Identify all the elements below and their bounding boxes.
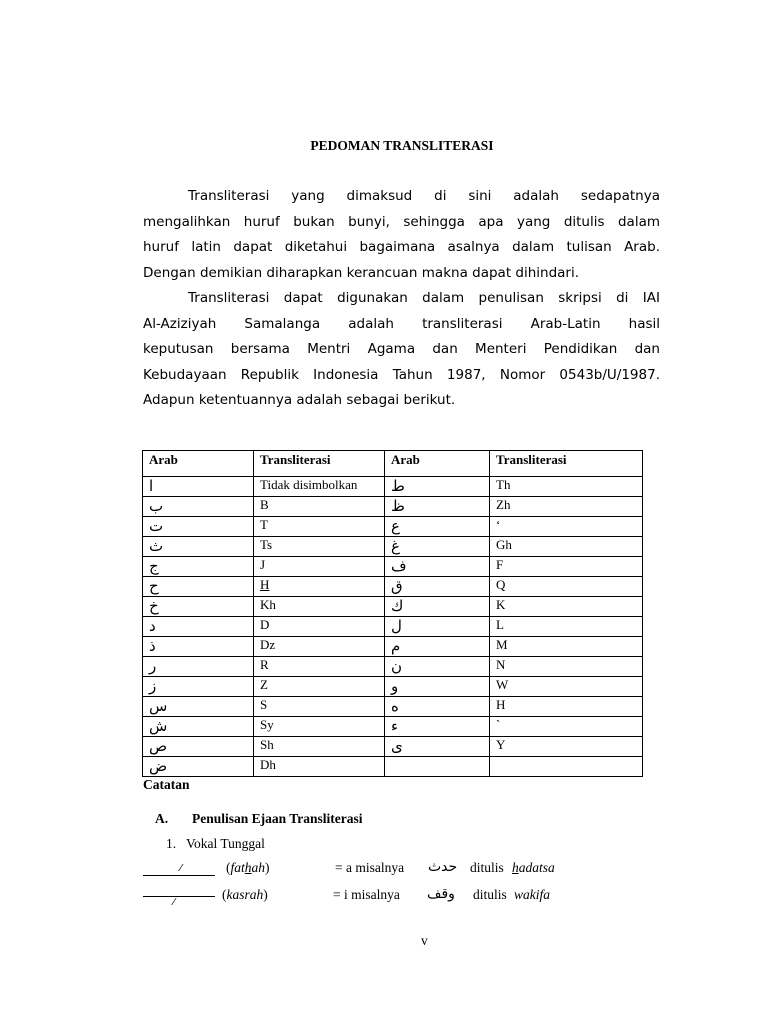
transliterasi-right	[490, 597, 643, 617]
arab-letter-left-text: ح	[149, 577, 159, 595]
arab-letter-right	[385, 597, 490, 617]
transliterasi-right	[490, 657, 643, 677]
transliterasi-right-text: Th	[496, 477, 511, 492]
transliterasi-right	[490, 557, 643, 577]
table-row	[143, 737, 643, 757]
paragraph-2-line-3: keputusan bersama Mentri Agama dan Menteri Pendidikan dan	[143, 341, 660, 357]
paragraph-2-line-1: Transliterasi dapat digunakan dalam penulisan skripsi di IAI	[188, 290, 660, 306]
arab-letter-right	[385, 717, 490, 737]
kasrah-mark: ⁄	[173, 897, 175, 908]
transliterasi-left-text: Kh	[260, 597, 276, 612]
arab-letter-left	[143, 597, 254, 617]
arab-letter-right	[385, 517, 490, 537]
transliterasi-right-text: N	[496, 657, 506, 672]
header-transliterasi-2: Transliterasi	[490, 451, 643, 477]
arab-letter-left	[143, 657, 254, 677]
transliterasi-left	[254, 657, 385, 677]
table-row	[143, 597, 643, 617]
arab-letter-left-text: ز	[149, 677, 157, 695]
transliterasi-right	[490, 757, 643, 777]
arab-letter-right	[385, 497, 490, 517]
kasrah-label: (kasrah)	[222, 887, 268, 902]
transliterasi-right	[490, 577, 643, 597]
transliterasi-left	[254, 517, 385, 537]
arab-letter-left-text: ت	[149, 517, 164, 535]
transliterasi-left-text: Ts	[260, 537, 273, 552]
table-row	[143, 617, 643, 637]
table-row	[143, 517, 643, 537]
transliterasi-left	[254, 617, 385, 637]
kasrah-arabic-example: وقف	[427, 886, 455, 902]
transliterasi-left	[254, 557, 385, 577]
arab-letter-left-text: ر	[149, 657, 157, 675]
table-row	[143, 657, 643, 677]
arab-letter-right	[385, 637, 490, 657]
arab-letter-right-text: غ	[391, 537, 400, 555]
transliteration-table	[142, 450, 643, 777]
fathah-arabic-example: حدث	[428, 859, 458, 875]
transliterasi-left-text: D	[260, 617, 270, 632]
transliterasi-right-text: K	[496, 597, 506, 612]
table-row	[143, 577, 643, 597]
arab-letter-left-text: ذ	[149, 637, 156, 655]
section-a-title: Penulisan Ejaan Transliterasi	[192, 811, 363, 826]
transliterasi-left-text: Sy	[260, 717, 274, 732]
transliterasi-left-text: R	[260, 657, 269, 672]
notes-heading: Catatan	[143, 777, 190, 792]
arab-letter-left	[143, 697, 254, 717]
paragraph-2-line-2: Al-Aziziyah Samalanga adalah transliterasi Arab-Latin hasil	[143, 315, 660, 332]
arab-letter-right-text: و	[391, 677, 399, 695]
arab-letter-left-text: ج	[149, 557, 159, 575]
arab-letter-left-text: ب	[149, 497, 164, 515]
paragraph-1-line-2: mengalihkan huruf bukan bunyi, sehingga apa yang ditulis dalam	[143, 213, 660, 230]
arab-letter-right-text: ف	[391, 557, 407, 575]
arab-letter-right-text: ه	[391, 697, 399, 715]
arab-letter-left	[143, 717, 254, 737]
arab-letter-left	[143, 757, 254, 777]
table-row	[143, 677, 643, 697]
transliterasi-left	[254, 737, 385, 757]
arab-letter-right-text: ى	[391, 737, 403, 755]
transliterasi-left	[254, 677, 385, 697]
transliterasi-right-text: F	[496, 557, 504, 572]
transliterasi-right	[490, 717, 643, 737]
arab-letter-left	[143, 497, 254, 517]
arab-letter-right	[385, 677, 490, 697]
transliterasi-left-text: Sh	[260, 737, 274, 752]
table-row	[143, 557, 643, 577]
arab-letter-left	[143, 477, 254, 497]
transliterasi-left	[254, 597, 385, 617]
fathah-equals: = a misalnya	[335, 860, 405, 875]
transliterasi-right	[490, 617, 643, 637]
paragraph-1	[143, 184, 660, 286]
transliterasi-right	[490, 477, 643, 497]
page-number: v	[421, 933, 428, 948]
arab-letter-right	[385, 577, 490, 597]
arab-letter-left-text: ص	[149, 737, 168, 755]
arab-letter-left-text: س	[149, 697, 168, 715]
arab-letter-right-text: ق	[391, 577, 403, 595]
arab-letter-right-text: ك	[391, 597, 404, 615]
arab-letter-right	[385, 617, 490, 637]
transliterasi-right	[490, 537, 643, 557]
arab-letter-right	[385, 537, 490, 557]
transliterasi-right-text: `	[496, 717, 501, 732]
fathah-latin: hadatsa	[512, 860, 555, 875]
arab-letter-right	[385, 657, 490, 677]
page-title: PEDOMAN TRANSLITERASI	[310, 138, 494, 153]
arab-letter-left-text: خ	[149, 597, 159, 615]
item-vokal-tunggal: 1. Vokal Tunggal	[166, 836, 265, 851]
fathah-label: (fathah)	[226, 860, 270, 875]
paragraph-1-line-4: Dengan demikian diharapkan kerancuan makna dapat dihindari.	[143, 264, 580, 281]
transliterasi-right-text: H	[496, 697, 506, 712]
transliterasi-left-text: Tidak disimbolkan	[260, 477, 358, 492]
table-row	[143, 757, 643, 777]
arab-letter-right-text: ع	[391, 517, 400, 535]
kasrah-equals: = i misalnya	[333, 887, 400, 902]
arab-letter-right-text: ل	[391, 617, 402, 635]
transliterasi-left-text: Dz	[260, 637, 276, 652]
arab-letter-left-text: د	[149, 617, 156, 635]
transliterasi-right-text: Q	[496, 577, 506, 592]
arab-letter-left-text: ث	[149, 537, 164, 555]
transliterasi-left-text: B	[260, 497, 269, 512]
header-transliterasi-1: Transliterasi	[254, 451, 385, 477]
arab-letter-left	[143, 577, 254, 597]
transliterasi-right-text: Zh	[496, 497, 511, 512]
arab-letter-right	[385, 557, 490, 577]
transliterasi-left	[254, 637, 385, 657]
table-row	[143, 497, 643, 517]
fathah-mark: ⁄	[180, 863, 182, 874]
section-a-marker: A.	[155, 811, 169, 826]
kasrah-latin: wakifa	[514, 887, 550, 902]
arab-letter-right	[385, 757, 490, 777]
header-arab-1: Arab	[143, 451, 254, 477]
arab-letter-left	[143, 537, 254, 557]
transliterasi-right-text: M	[496, 637, 508, 652]
arab-letter-right	[385, 737, 490, 757]
table-row	[143, 477, 643, 497]
transliterasi-right	[490, 497, 643, 517]
paragraph-1-line-3: huruf latin dapat diketahui bagaimana asalnya dalam tulisan Arab.	[143, 239, 660, 255]
transliterasi-left-text: S	[260, 697, 268, 712]
arab-letter-left	[143, 617, 254, 637]
arab-letter-right-text: ظ	[391, 497, 405, 515]
arab-letter-right-text: ء	[391, 717, 399, 735]
table-row	[143, 697, 643, 717]
transliterasi-left-text: T	[260, 517, 268, 532]
arab-letter-left	[143, 557, 254, 577]
transliterasi-right-text: L	[496, 617, 504, 632]
transliterasi-left-text: Dh	[260, 757, 276, 772]
transliterasi-left	[254, 477, 385, 497]
transliterasi-left-text: H	[260, 577, 270, 592]
transliterasi-left	[254, 757, 385, 777]
transliterasi-left	[254, 537, 385, 557]
transliterasi-left	[254, 497, 385, 517]
transliterasi-right	[490, 737, 643, 757]
fathah-blank-line	[143, 875, 215, 876]
transliterasi-left-text: Z	[260, 677, 268, 692]
transliterasi-right	[490, 697, 643, 717]
transliterasi-left-text: J	[260, 557, 266, 572]
arab-letter-left	[143, 517, 254, 537]
transliterasi-right-text: Gh	[496, 537, 512, 552]
paragraph-1-line-1: Transliterasi yang dimaksud di sini adalah sedapatnya	[188, 188, 660, 204]
transliterasi-right	[490, 637, 643, 657]
kasrah-ditulis: ditulis	[473, 887, 507, 902]
arab-letter-right-text: ط	[391, 477, 405, 495]
arab-letter-right	[385, 697, 490, 717]
paragraph-2	[143, 286, 660, 414]
table-body	[143, 477, 643, 777]
paragraph-2-line-4: Kebudayaan Republik Indonesia Tahun 1987, Nomor 0543b/U/1987.	[143, 366, 660, 383]
arab-letter-left	[143, 737, 254, 757]
arab-letter-right-text: م	[391, 637, 401, 655]
arab-letter-left	[143, 677, 254, 697]
transliterasi-right	[490, 517, 643, 537]
paragraph-2-line-5: Adapun ketentuannya adalah sebagai berikut.	[143, 392, 456, 408]
transliterasi-left	[254, 717, 385, 737]
arab-letter-left-text: ا	[149, 477, 154, 495]
kasrah-blank-line	[143, 896, 215, 897]
table-row	[143, 637, 643, 657]
table-header-row	[143, 451, 643, 477]
arab-letter-right	[385, 477, 490, 497]
transliterasi-left	[254, 697, 385, 717]
transliterasi-right-text: ‘	[496, 517, 501, 532]
transliterasi-right-text: W	[496, 677, 509, 692]
table-row	[143, 717, 643, 737]
arab-letter-left	[143, 637, 254, 657]
transliterasi-right	[490, 677, 643, 697]
fathah-ditulis: ditulis	[470, 860, 504, 875]
table-row	[143, 537, 643, 557]
arab-letter-left-text: ش	[149, 717, 168, 735]
arab-letter-left-text: ض	[149, 757, 168, 775]
transliterasi-left	[254, 577, 385, 597]
arab-letter-right-text: ن	[391, 657, 403, 675]
transliterasi-right-text: Y	[496, 737, 506, 752]
header-arab-2: Arab	[385, 451, 490, 477]
